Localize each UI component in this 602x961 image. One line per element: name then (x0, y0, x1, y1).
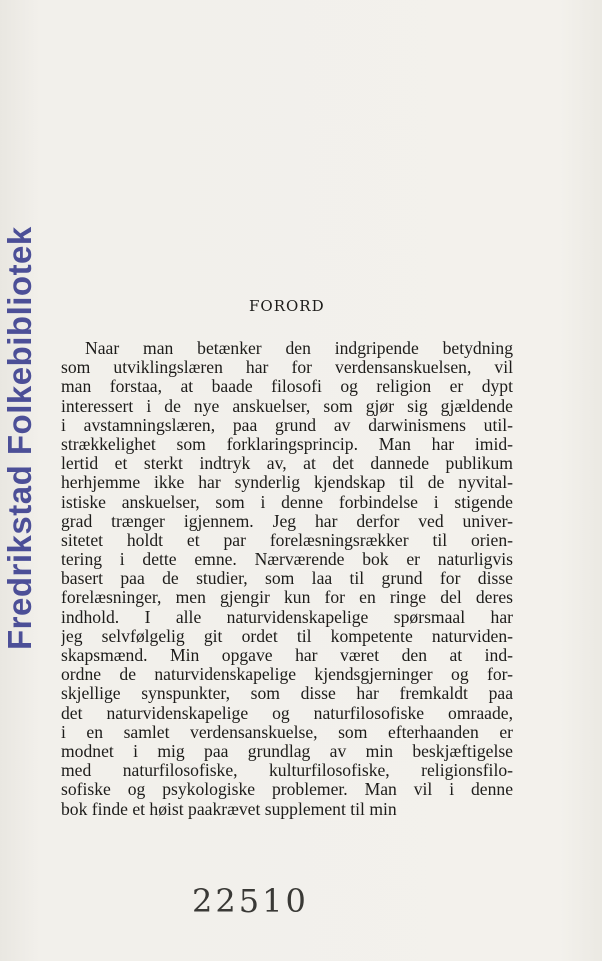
accession-number: 22510 (192, 882, 309, 920)
text-line: som utviklingslæren har for verdensanskuelsen, vil (61, 358, 513, 378)
text-line: man forstaa, at baade filosofi og religion er dypt (61, 377, 513, 397)
text-line: det naturvidenskapelige og naturfilosofiske omraade, (61, 703, 513, 723)
preface-paragraph (61, 339, 513, 819)
text-line: forelæsninger, men gjengir kun for en ringe del deres (61, 588, 513, 608)
library-stamp-text: Fredrikstad Folkebibliotek (1, 226, 38, 650)
text-line: tering i dette emne. Nærværende bok er naturligvis (61, 550, 513, 570)
text-line: skjellige synspunkter, som disse har fremkaldt paa (61, 684, 513, 704)
text-line: skapsmænd. Min opgave har været den at ind- (61, 646, 513, 665)
text-line: i avstamningslæren, paa grund av darwinismens util- (61, 415, 513, 435)
text-line: istiske anskuelser, som i denne forbindelse i stigende (61, 492, 513, 512)
text-line: strækkelighet som forklaringsprincip. Man har imid- (61, 434, 513, 454)
text-line: bok finde et høist paakrævet supplement til min (61, 799, 397, 819)
text-line: Naar man betænker den indgripende betydning (85, 339, 513, 358)
text-line: modnet i mig paa grundlag av min beskjæftigelse (61, 741, 513, 761)
page-heading: FORORD (249, 297, 325, 315)
library-stamp (0, 226, 40, 650)
text-line: i en samlet verdensanskuelse, som efterhaanden er (61, 722, 513, 742)
text-line: interessert i de nye anskuelser, som gjør sig gjældende (61, 396, 513, 416)
text-line: jeg selvfølgelig git ordet til kompetente naturviden- (61, 626, 513, 646)
text-line: med naturfilosofiske, kulturfilosofiske, religionsfilo- (61, 761, 513, 781)
text-line: indhold. I alle naturvidenskapelige spørsmaal har (61, 607, 513, 627)
text-line: herhjemme ikke har synderlig kjendskap til de nyvital- (61, 473, 513, 493)
text-line: sitetet holdt et par forelæsningsrækker til orien- (61, 530, 513, 550)
text-line: sofiske og psykologiske problemer. Man vil i denne (61, 780, 513, 800)
text-line: ordne de naturvidenskapelige kjendsgjerninger og for- (61, 665, 513, 685)
text-line: lertid et sterkt indtryk av, at det dannede publikum (61, 454, 513, 474)
text-line: basert paa de studier, som laa til grund for disse (61, 569, 513, 589)
text-line: grad trænger igjennem. Jeg har derfor ved univer- (61, 511, 513, 531)
